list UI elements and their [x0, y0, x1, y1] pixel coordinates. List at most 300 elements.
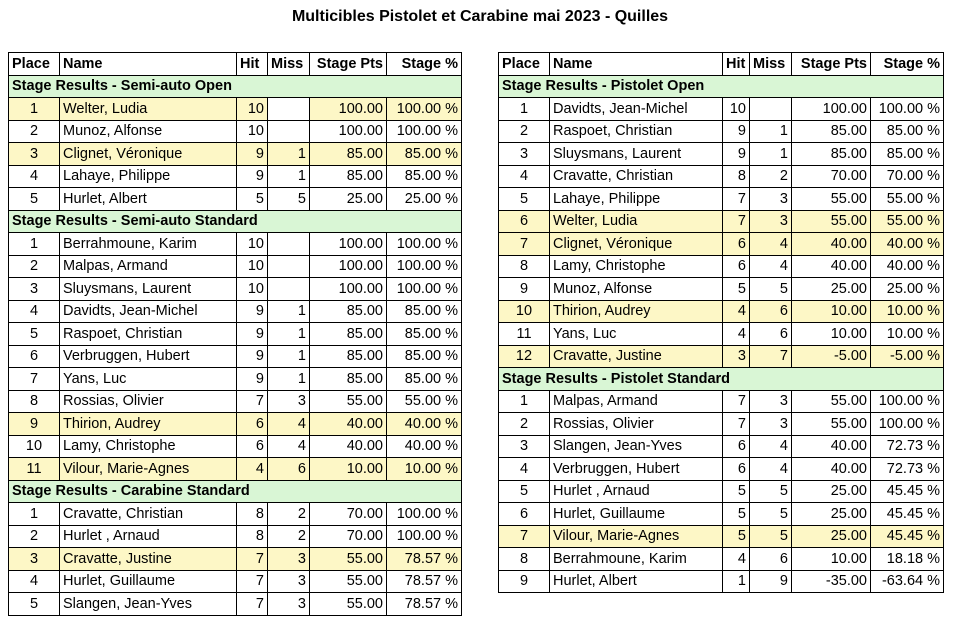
stage-pct-cell: 45.45 %	[871, 525, 944, 548]
section-header-row	[9, 210, 462, 233]
table-row	[9, 323, 462, 346]
stage-pts-cell: 25.00	[310, 188, 387, 211]
hit-cell: 4	[237, 458, 268, 481]
place-cell: 6	[9, 345, 60, 368]
miss-cell: 4	[750, 255, 792, 278]
stage-pts-cell: 40.00	[310, 413, 387, 436]
table-row	[499, 323, 944, 346]
hit-cell: 6	[723, 435, 750, 458]
stage-pct-cell: 100.00 %	[871, 413, 944, 436]
miss-cell: 6	[750, 323, 792, 346]
table-row	[9, 188, 462, 211]
place-cell: 1	[9, 233, 60, 256]
name-cell: Rossias, Olivier	[60, 390, 237, 413]
table-row	[499, 165, 944, 188]
place-cell: 1	[499, 98, 550, 121]
place-cell: 2	[499, 413, 550, 436]
place-cell: 3	[9, 278, 60, 301]
section-header-row	[9, 480, 462, 503]
header-stage-pct: Stage %	[871, 53, 944, 76]
name-cell: Malpas, Armand	[60, 255, 237, 278]
miss-cell: 3	[750, 390, 792, 413]
miss-cell	[268, 255, 310, 278]
name-cell: Sluysmans, Laurent	[60, 278, 237, 301]
place-cell: 2	[9, 120, 60, 143]
table-row	[499, 233, 944, 256]
name-cell: Hurlet, Albert	[60, 188, 237, 211]
name-cell: Lamy, Christophe	[60, 435, 237, 458]
table-row	[499, 98, 944, 121]
miss-cell: 4	[268, 435, 310, 458]
stage-pct-cell: 55.00 %	[387, 390, 462, 413]
hit-cell: 10	[237, 98, 268, 121]
hit-cell: 5	[237, 188, 268, 211]
place-cell: 4	[9, 570, 60, 593]
table-row	[499, 570, 944, 593]
table-row	[499, 255, 944, 278]
miss-cell	[268, 278, 310, 301]
header-stage-pts: Stage Pts	[792, 53, 871, 76]
hit-cell: 5	[723, 503, 750, 526]
miss-cell: 1	[750, 120, 792, 143]
name-cell: Hurlet, Guillaume	[550, 503, 723, 526]
stage-pts-cell: 85.00	[310, 323, 387, 346]
stage-pts-cell: 100.00	[310, 120, 387, 143]
stage-pct-cell: 100.00 %	[871, 98, 944, 121]
hit-cell: 10	[237, 233, 268, 256]
stage-pct-cell: 100.00 %	[387, 98, 462, 121]
name-cell: Malpas, Armand	[550, 390, 723, 413]
name-cell: Rossias, Olivier	[550, 413, 723, 436]
name-cell: Hurlet , Arnaud	[60, 525, 237, 548]
miss-cell: 6	[268, 458, 310, 481]
stage-pts-cell: 55.00	[310, 593, 387, 616]
stage-pct-cell: 85.00 %	[387, 300, 462, 323]
place-cell: 5	[499, 188, 550, 211]
name-cell: Welter, Ludia	[60, 98, 237, 121]
table-header-row	[499, 53, 944, 76]
hit-cell: 9	[723, 120, 750, 143]
miss-cell: 3	[268, 390, 310, 413]
name-cell: Lahaye, Philippe	[60, 165, 237, 188]
stage-pct-cell: 100.00 %	[387, 525, 462, 548]
miss-cell: 1	[268, 368, 310, 391]
stage-pct-cell: 25.00 %	[387, 188, 462, 211]
table-row	[9, 143, 462, 166]
miss-cell: 2	[268, 525, 310, 548]
hit-cell: 9	[237, 323, 268, 346]
stage-pts-cell: 40.00	[310, 435, 387, 458]
place-cell: 9	[499, 278, 550, 301]
stage-pts-cell: 10.00	[792, 300, 871, 323]
hit-cell: 6	[723, 233, 750, 256]
stage-pct-cell: 100.00 %	[387, 278, 462, 301]
name-cell: Cravatte, Christian	[550, 165, 723, 188]
table-row	[499, 503, 944, 526]
hit-cell: 7	[723, 413, 750, 436]
hit-cell: 10	[237, 278, 268, 301]
header-stage-pts: Stage Pts	[310, 53, 387, 76]
stage-pct-cell: 55.00 %	[871, 210, 944, 233]
place-cell: 4	[9, 300, 60, 323]
stage-pct-cell: 85.00 %	[871, 120, 944, 143]
name-cell: Munoz, Alfonse	[60, 120, 237, 143]
stage-pts-cell: -5.00	[792, 345, 871, 368]
stage-pts-cell: 10.00	[792, 548, 871, 571]
section-title: Stage Results - Carabine Standard	[9, 480, 462, 503]
miss-cell: 1	[268, 300, 310, 323]
table-row	[9, 345, 462, 368]
table-row	[9, 458, 462, 481]
hit-cell: 5	[723, 525, 750, 548]
section-title: Stage Results - Pistolet Open	[499, 75, 944, 98]
place-cell: 3	[499, 143, 550, 166]
table-row	[9, 255, 462, 278]
table-row	[499, 480, 944, 503]
name-cell: Lahaye, Philippe	[550, 188, 723, 211]
stage-pct-cell: 78.57 %	[387, 548, 462, 571]
stage-pts-cell: 40.00	[792, 435, 871, 458]
name-cell: Davidts, Jean-Michel	[60, 300, 237, 323]
name-cell: Clignet, Véronique	[60, 143, 237, 166]
section-header-row	[9, 75, 462, 98]
miss-cell: 5	[750, 480, 792, 503]
hit-cell: 7	[237, 390, 268, 413]
section-header-row	[499, 368, 944, 391]
stage-pct-cell: 72.73 %	[871, 435, 944, 458]
hit-cell: 4	[723, 323, 750, 346]
place-cell: 8	[9, 390, 60, 413]
stage-pct-cell: 10.00 %	[871, 323, 944, 346]
stage-pct-cell: 72.73 %	[871, 458, 944, 481]
hit-cell: 5	[723, 278, 750, 301]
stage-pct-cell: 40.00 %	[387, 413, 462, 436]
stage-pct-cell: 100.00 %	[387, 255, 462, 278]
miss-cell	[750, 98, 792, 121]
hit-cell: 9	[237, 143, 268, 166]
place-cell: 3	[9, 143, 60, 166]
hit-cell: 9	[237, 368, 268, 391]
name-cell: Cravatte, Justine	[550, 345, 723, 368]
place-cell: 11	[499, 323, 550, 346]
table-row	[499, 120, 944, 143]
stage-pct-cell: 85.00 %	[387, 143, 462, 166]
stage-pct-cell: 40.00 %	[387, 435, 462, 458]
stage-pct-cell: 78.57 %	[387, 593, 462, 616]
name-cell: Munoz, Alfonse	[550, 278, 723, 301]
table-row	[9, 278, 462, 301]
place-cell: 2	[499, 120, 550, 143]
table-row	[9, 413, 462, 436]
hit-cell: 9	[723, 143, 750, 166]
miss-cell: 3	[750, 188, 792, 211]
stage-pts-cell: 55.00	[792, 390, 871, 413]
place-cell: 8	[499, 255, 550, 278]
miss-cell: 9	[750, 570, 792, 593]
stage-pts-cell: 10.00	[792, 323, 871, 346]
place-cell: 10	[9, 435, 60, 458]
stage-pts-cell: 25.00	[792, 278, 871, 301]
stage-pct-cell: 85.00 %	[387, 323, 462, 346]
miss-cell: 5	[750, 525, 792, 548]
stage-pts-cell: 85.00	[310, 345, 387, 368]
stage-pct-cell: 40.00 %	[871, 233, 944, 256]
table-row	[9, 300, 462, 323]
table-header-row	[9, 53, 462, 76]
stage-pct-cell: 10.00 %	[387, 458, 462, 481]
place-cell: 2	[9, 525, 60, 548]
hit-cell: 3	[723, 345, 750, 368]
hit-cell: 8	[723, 165, 750, 188]
miss-cell: 1	[268, 323, 310, 346]
table-row	[499, 548, 944, 571]
stage-pts-cell: 100.00	[310, 233, 387, 256]
miss-cell: 2	[268, 503, 310, 526]
stage-pts-cell: 55.00	[792, 210, 871, 233]
hit-cell: 8	[237, 503, 268, 526]
table-row	[9, 98, 462, 121]
name-cell: Vilour, Marie-Agnes	[550, 525, 723, 548]
stage-pts-cell: 25.00	[792, 503, 871, 526]
hit-cell: 9	[237, 300, 268, 323]
hit-cell: 9	[237, 165, 268, 188]
section-title: Stage Results - Semi-auto Standard	[9, 210, 462, 233]
miss-cell: 7	[750, 345, 792, 368]
place-cell: 7	[499, 233, 550, 256]
place-cell: 4	[499, 165, 550, 188]
stage-pct-cell: 85.00 %	[871, 143, 944, 166]
stage-pct-cell: 55.00 %	[871, 188, 944, 211]
stage-pts-cell: 40.00	[792, 458, 871, 481]
stage-pts-cell: 100.00	[310, 255, 387, 278]
stage-pts-cell: 85.00	[792, 120, 871, 143]
table-row	[9, 165, 462, 188]
stage-pct-cell: 85.00 %	[387, 345, 462, 368]
stage-pts-cell: -35.00	[792, 570, 871, 593]
name-cell: Davidts, Jean-Michel	[550, 98, 723, 121]
miss-cell: 1	[268, 165, 310, 188]
name-cell: Lamy, Christophe	[550, 255, 723, 278]
section-header-row	[499, 75, 944, 98]
hit-cell: 10	[237, 120, 268, 143]
place-cell: 9	[9, 413, 60, 436]
stage-pct-cell: 100.00 %	[871, 390, 944, 413]
header-name: Name	[550, 53, 723, 76]
stage-pct-cell: 100.00 %	[387, 120, 462, 143]
stage-pts-cell: 100.00	[310, 98, 387, 121]
hit-cell: 7	[237, 548, 268, 571]
miss-cell: 5	[268, 188, 310, 211]
place-cell: 2	[9, 255, 60, 278]
stage-pct-cell: 40.00 %	[871, 255, 944, 278]
hit-cell: 7	[237, 593, 268, 616]
name-cell: Yans, Luc	[550, 323, 723, 346]
stage-pts-cell: 55.00	[310, 548, 387, 571]
hit-cell: 7	[723, 210, 750, 233]
table-row	[9, 570, 462, 593]
place-cell: 7	[9, 368, 60, 391]
stage-pts-cell: 10.00	[310, 458, 387, 481]
name-cell: Verbruggen, Hubert	[550, 458, 723, 481]
miss-cell: 4	[750, 233, 792, 256]
miss-cell: 4	[268, 413, 310, 436]
table-row	[9, 368, 462, 391]
name-cell: Slangen, Jean-Yves	[550, 435, 723, 458]
stage-pts-cell: 40.00	[792, 255, 871, 278]
miss-cell: 1	[268, 143, 310, 166]
table-row	[9, 548, 462, 571]
place-cell: 1	[499, 390, 550, 413]
stage-pts-cell: 85.00	[792, 143, 871, 166]
table-row	[499, 345, 944, 368]
name-cell: Vilour, Marie-Agnes	[60, 458, 237, 481]
stage-pts-cell: 40.00	[792, 233, 871, 256]
miss-cell: 6	[750, 300, 792, 323]
stage-pts-cell: 55.00	[310, 390, 387, 413]
place-cell: 8	[499, 548, 550, 571]
place-cell: 5	[9, 323, 60, 346]
hit-cell: 4	[723, 300, 750, 323]
name-cell: Verbruggen, Hubert	[60, 345, 237, 368]
stage-pts-cell: 55.00	[310, 570, 387, 593]
stage-pct-cell: -63.64 %	[871, 570, 944, 593]
name-cell: Sluysmans, Laurent	[550, 143, 723, 166]
hit-cell: 1	[723, 570, 750, 593]
table-row	[499, 413, 944, 436]
name-cell: Raspoet, Christian	[550, 120, 723, 143]
stage-pts-cell: 25.00	[792, 480, 871, 503]
place-cell: 11	[9, 458, 60, 481]
header-miss: Miss	[750, 53, 792, 76]
name-cell: Welter, Ludia	[550, 210, 723, 233]
miss-cell: 3	[750, 413, 792, 436]
place-cell: 10	[499, 300, 550, 323]
table-row	[499, 278, 944, 301]
miss-cell: 3	[268, 548, 310, 571]
miss-cell: 3	[268, 593, 310, 616]
stage-pts-cell: 70.00	[792, 165, 871, 188]
place-cell: 12	[499, 345, 550, 368]
table-row	[499, 525, 944, 548]
table-row	[499, 458, 944, 481]
hit-cell: 6	[723, 255, 750, 278]
header-place: Place	[9, 53, 60, 76]
table-row	[499, 143, 944, 166]
place-cell: 6	[499, 210, 550, 233]
miss-cell: 1	[750, 143, 792, 166]
stage-pts-cell: 85.00	[310, 165, 387, 188]
place-cell: 4	[9, 165, 60, 188]
table-row	[499, 390, 944, 413]
place-cell: 9	[499, 570, 550, 593]
name-cell: Hurlet , Arnaud	[550, 480, 723, 503]
miss-cell	[268, 233, 310, 256]
stage-pct-cell: 78.57 %	[387, 570, 462, 593]
table-row	[9, 593, 462, 616]
place-cell: 5	[499, 480, 550, 503]
name-cell: Clignet, Véronique	[550, 233, 723, 256]
name-cell: Berrahmoune, Karim	[550, 548, 723, 571]
header-place: Place	[499, 53, 550, 76]
results-table-left	[8, 52, 462, 616]
table-row	[9, 435, 462, 458]
hit-cell: 7	[723, 390, 750, 413]
miss-cell: 2	[750, 165, 792, 188]
hit-cell: 7	[723, 188, 750, 211]
hit-cell: 10	[237, 255, 268, 278]
stage-pct-cell: 18.18 %	[871, 548, 944, 571]
miss-cell: 5	[750, 503, 792, 526]
stage-pts-cell: 85.00	[310, 300, 387, 323]
name-cell: Thirion, Audrey	[550, 300, 723, 323]
stage-pts-cell: 100.00	[310, 278, 387, 301]
miss-cell: 4	[750, 435, 792, 458]
place-cell: 3	[9, 548, 60, 571]
stage-pct-cell: 85.00 %	[387, 368, 462, 391]
miss-cell	[268, 98, 310, 121]
stage-pct-cell: 100.00 %	[387, 233, 462, 256]
table-row	[9, 503, 462, 526]
header-stage-pct: Stage %	[387, 53, 462, 76]
hit-cell: 10	[723, 98, 750, 121]
hit-cell: 5	[723, 480, 750, 503]
hit-cell: 4	[723, 548, 750, 571]
name-cell: Berrahmoune, Karim	[60, 233, 237, 256]
table-row	[9, 525, 462, 548]
table-row	[9, 120, 462, 143]
hit-cell: 7	[237, 570, 268, 593]
header-name: Name	[60, 53, 237, 76]
header-miss: Miss	[268, 53, 310, 76]
table-row	[9, 233, 462, 256]
page-title: Multicibles Pistolet et Carabine mai 2023 - Quilles	[291, 8, 669, 25]
hit-cell: 8	[237, 525, 268, 548]
stage-pts-cell: 55.00	[792, 413, 871, 436]
stage-pts-cell: 100.00	[792, 98, 871, 121]
stage-pts-cell: 25.00	[792, 525, 871, 548]
name-cell: Slangen, Jean-Yves	[60, 593, 237, 616]
place-cell: 3	[499, 435, 550, 458]
miss-cell: 6	[750, 548, 792, 571]
name-cell: Yans, Luc	[60, 368, 237, 391]
header-hit: Hit	[237, 53, 268, 76]
miss-cell: 3	[268, 570, 310, 593]
place-cell: 7	[499, 525, 550, 548]
stage-pts-cell: 85.00	[310, 143, 387, 166]
hit-cell: 6	[237, 435, 268, 458]
name-cell: Hurlet, Albert	[550, 570, 723, 593]
stage-pts-cell: 70.00	[310, 525, 387, 548]
hit-cell: 6	[237, 413, 268, 436]
stage-pct-cell: -5.00 %	[871, 345, 944, 368]
stage-pts-cell: 70.00	[310, 503, 387, 526]
table-row	[499, 435, 944, 458]
table-row	[499, 300, 944, 323]
miss-cell: 1	[268, 345, 310, 368]
hit-cell: 9	[237, 345, 268, 368]
section-title: Stage Results - Semi-auto Open	[9, 75, 462, 98]
name-cell: Cravatte, Justine	[60, 548, 237, 571]
place-cell: 6	[499, 503, 550, 526]
stage-pct-cell: 10.00 %	[871, 300, 944, 323]
stage-pct-cell: 100.00 %	[387, 503, 462, 526]
place-cell: 5	[9, 593, 60, 616]
place-cell: 1	[9, 98, 60, 121]
section-title: Stage Results - Pistolet Standard	[499, 368, 944, 391]
name-cell: Cravatte, Christian	[60, 503, 237, 526]
stage-pts-cell: 55.00	[792, 188, 871, 211]
table-row	[9, 390, 462, 413]
